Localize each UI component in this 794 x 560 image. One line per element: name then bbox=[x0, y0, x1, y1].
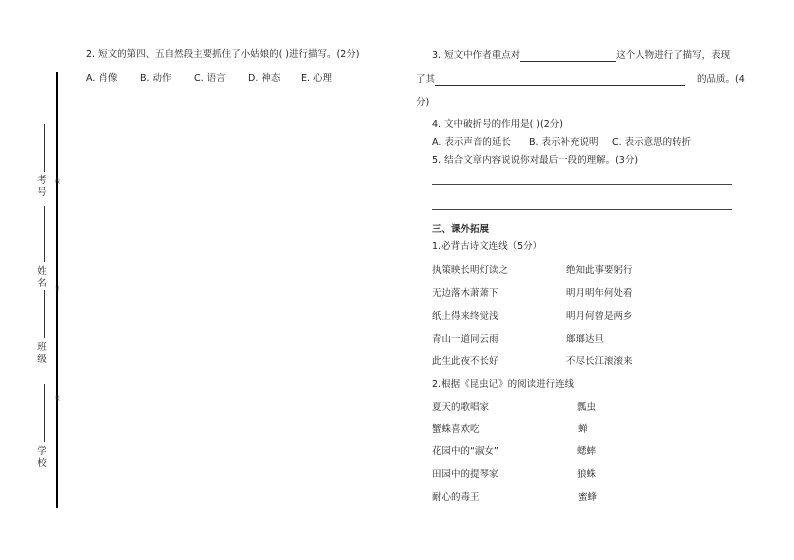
insect-right-2: 蝉 bbox=[578, 424, 588, 435]
insect-right-4: 狼蛛 bbox=[577, 469, 597, 480]
poem-left-5: 此生此夜不长好 bbox=[432, 356, 499, 367]
question-4: 4. 文中破折号的作用是( )(2分) bbox=[432, 119, 563, 130]
q4-option-b: B. 表示补充说明 bbox=[529, 137, 599, 148]
q2-option-e: E. 心理 bbox=[301, 73, 333, 84]
q2-option-d: D. 神态 bbox=[248, 73, 281, 84]
q4-option-c: C. 表示意思的转折 bbox=[612, 137, 692, 148]
mark-ding: 订 bbox=[55, 286, 61, 292]
q4-option-a: A. 表示声音的延长 bbox=[432, 137, 511, 148]
poem-left-1: 执策映长明灯读之 bbox=[432, 265, 509, 276]
poem-left-4: 青山一道同云雨 bbox=[432, 334, 499, 345]
exam-no-blank bbox=[44, 124, 45, 172]
poem-right-2: 明月明年何处看 bbox=[566, 288, 633, 299]
insect-right-3: 蟋蟀 bbox=[577, 446, 597, 457]
section-3-q2: 2.根据《昆虫记》的阅读进行连线 bbox=[432, 379, 575, 390]
name-blank bbox=[44, 206, 45, 262]
question-2: 2. 短文的第四、五自然段主要抓住了小姑娘的( )进行描写。(2分) bbox=[86, 49, 360, 60]
section-3-q1: 1.必背古诗文连线（5分） bbox=[432, 241, 543, 252]
poem-right-5: 不尽长江滚滚来 bbox=[566, 356, 633, 367]
class-blank bbox=[44, 290, 45, 338]
poem-left-2: 无边落木萧萧下 bbox=[432, 288, 499, 299]
q3-blank-1 bbox=[520, 51, 616, 62]
class-label: 班级 bbox=[37, 342, 47, 365]
answer-line-1 bbox=[432, 184, 732, 185]
mark-xian: 线 bbox=[55, 179, 61, 185]
school-blank bbox=[44, 384, 45, 442]
question-3-line2: 了其 的品质。(4 bbox=[416, 74, 745, 85]
question-5: 5. 结合文章内容说说你对最后一段的理解。(3分) bbox=[432, 155, 639, 166]
question-3-line3: 分) bbox=[416, 97, 430, 108]
question-3-line1: 3. 短文中作者重点对 这个人物进行了描写，表现 bbox=[432, 50, 731, 61]
name-label: 姓名 bbox=[37, 266, 47, 289]
poem-left-3: 纸上得来终觉浅 bbox=[432, 311, 499, 322]
insect-left-5: 耐心的毒王 bbox=[432, 492, 480, 503]
section-3-title: 三、课外拓展 bbox=[432, 224, 490, 235]
insect-left-3: 花园中的“淑女” bbox=[432, 446, 499, 457]
exam-no-label: 考号 bbox=[37, 175, 47, 198]
poem-right-1: 绝知此事要躬行 bbox=[566, 265, 633, 276]
insect-right-1: 瓢虫 bbox=[577, 402, 597, 413]
q3-blank-2 bbox=[435, 75, 685, 86]
poem-right-4: 瑯瑯达旦 bbox=[566, 334, 605, 345]
mark-zhuang: 装 bbox=[55, 396, 61, 402]
insect-left-4: 田园中的提琴家 bbox=[432, 469, 499, 480]
insect-left-1: 夏天的歌唱家 bbox=[432, 402, 490, 413]
insect-right-5: 蜜蜂 bbox=[578, 492, 598, 503]
insect-left-2: 蟹蛛喜欢吃 bbox=[432, 424, 480, 435]
q2-option-b: B. 动作 bbox=[140, 73, 172, 84]
school-label: 学校 bbox=[37, 446, 47, 469]
poem-right-3: 明月何曾是两乡 bbox=[566, 311, 633, 322]
q2-option-c: C. 语言 bbox=[194, 73, 226, 84]
q2-option-a: A. 肖像 bbox=[86, 73, 118, 84]
answer-line-2 bbox=[432, 209, 732, 210]
